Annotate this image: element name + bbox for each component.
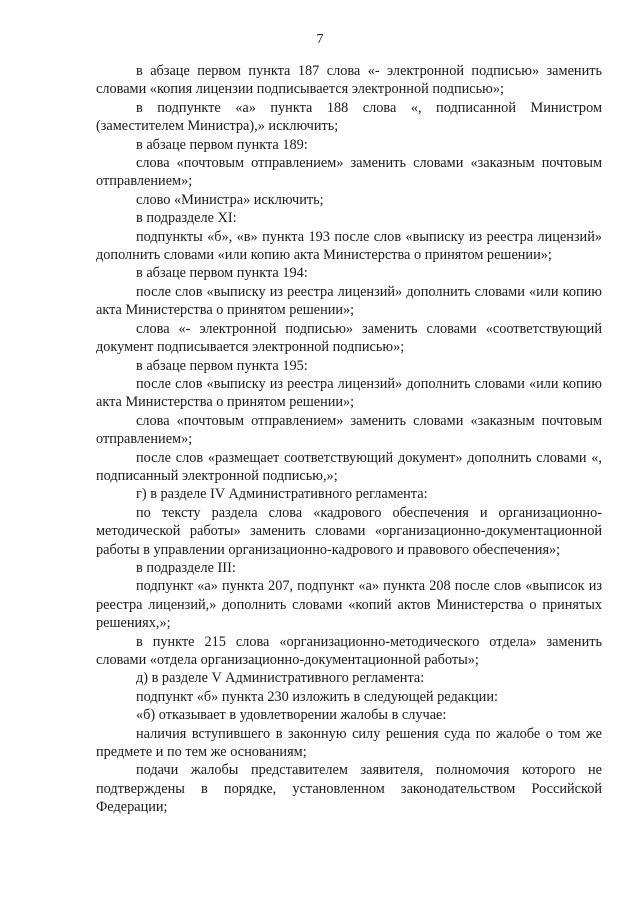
paragraph: слова «- электронной подписью» заменить словами «соответствующий документ подписывается электронной подписью»; [96,320,602,356]
paragraph: в пункте 215 слова «организационно-методического отдела» заменить словами «отдела организационно-документационной работы»; [96,633,602,668]
paragraph: в абзаце первом пункта 194: [136,265,308,282]
paragraph: после слов «выписку из реестра лицензий» дополнить словами «или копию акта Министерства о принятом решении»; [96,283,602,319]
paragraph: в абзаце первом пункта 189: [136,136,308,153]
paragraph: слова «почтовым отправлением» заменить словами «заказным почтовым отправлением»; [96,155,602,190]
paragraph: подпункт «б» пункта 230 изложить в следующей редакции: [136,688,498,705]
paragraph: подачи жалобы представителем заявителя, полномочия которого не подтверждены в порядке, установленном законодательством Российской Федерации; [96,762,602,816]
paragraph: после слов «размещает соответствующий документ» дополнить словами «, подписанный электронной подписью,»; [96,449,602,484]
paragraph: г) в разделе IV Административного регламента: [136,486,428,503]
paragraph: подпункт «а» пункта 207, подпункт «а» пункта 208 после слов «выписок из реестра лицензий,» дополнить словами «копий актов Министерства о принятых решениях,»; [96,578,602,632]
paragraph: «б) отказывает в удовлетворении жалобы в случае: [136,707,447,724]
paragraph: слово «Министра» исключить; [136,191,324,208]
paragraph: слова «почтовым отправлением» заменить словами «заказным почтовым отправлением»; [96,412,602,448]
paragraph: в подразделе III: [136,559,236,576]
document-body [96,62,602,817]
page-number: 7 [316,32,324,47]
paragraph: подпункты «б», «в» пункта 193 после слов «выписку из реестра лицензий» дополнить словами «или копию акта Министерства о принятом решении»; [96,228,602,264]
paragraph: после слов «выписку из реестра лицензий» дополнить словами «или копию акта Министерства о принятом решении»; [96,375,602,411]
paragraph: по тексту раздела слова «кадрового обеспечения и организационно-методической работы» заменить словами «организационно-документационной работы в управлении организационно-кадрового и правового обеспечения»; [96,504,602,558]
paragraph: в подразделе XI: [136,210,237,227]
paragraph: д) в разделе V Административного регламента: [136,670,425,687]
paragraph: наличия вступившего в законную силу решения суда по жалобе о том же предмете и по тем же основаниям; [96,725,602,761]
paragraph: в абзаце первом пункта 195: [136,357,308,374]
paragraph: в абзаце первом пункта 187 слова «- электронной подписью» заменить словами «копия лицензии подписывается электронной подписью»; [96,63,602,98]
paragraph: в подпункте «а» пункта 188 слова «, подписанной Министром (заместителем Министра),» исключить; [96,99,602,135]
